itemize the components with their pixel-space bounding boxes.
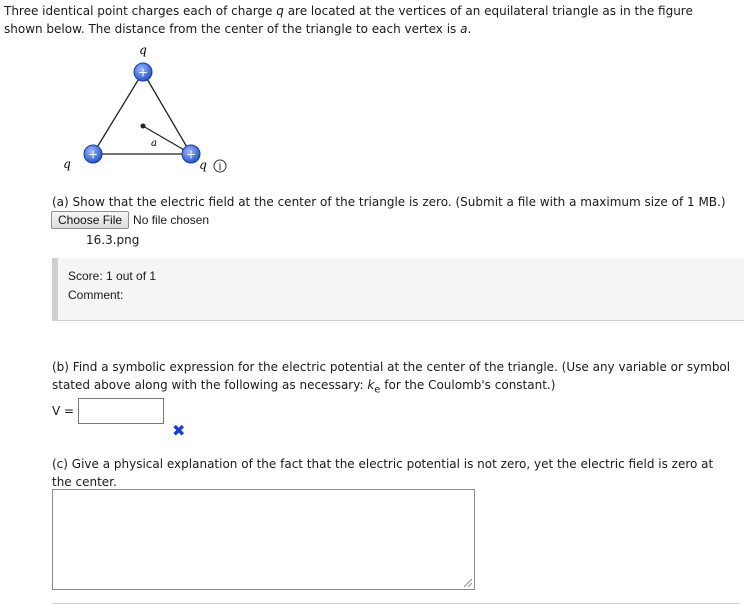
section-divider [52,603,740,604]
ke-subscript: e [374,384,381,396]
intro-var-q: q [276,4,284,18]
label-q-left: q [63,157,71,171]
charge-left [84,145,102,163]
part-a-prompt: (a) Show that the electric field at the center of the triangle is zero. (Submit a file with a maximum size of 1 MB.) [52,195,726,209]
label-q-top: q [139,43,147,57]
answer-row-v [52,398,164,424]
intro-text-2: are located at the vertices of an equilateral triangle as in the figure shown below. The distance from the center of the triangle to each vertex is [4,4,693,36]
part-b-text-1: (b) Find a symbolic expression for the electric potential at the center of the triangle. (Use any variable or symbol stated above along with the following as necessary: [52,360,731,392]
intro-text-3: . [467,21,472,36]
charge-top-sign: + [137,65,149,80]
intro-var-a: a [460,21,468,36]
charge-right-sign: + [185,147,197,162]
info-icon-glyph: i [218,162,222,173]
score-value: 1 out of 1 [106,269,157,283]
comment-label: Comment: [68,288,124,302]
resize-grip-icon[interactable] [464,579,472,587]
charge-top [134,63,152,81]
triangle-diagram [63,40,270,180]
score-line [68,267,156,286]
part-c-prompt: (c) Give a physical explanation of the fact that the electric potential is not zero, yet the electric field is zero at the center. [52,457,714,489]
triangle-figure [63,40,270,180]
uploaded-file-link[interactable]: 16.3.png [86,233,140,247]
v-answer-input[interactable] [78,398,164,424]
part-b-prompt [52,358,732,399]
problem-intro [4,3,734,38]
part-c-answer-textarea[interactable] [52,489,475,590]
intro-text-1: Three identical point charges each of charge [4,4,277,18]
incorrect-mark-icon: ✖ [172,421,186,440]
file-upload-row [51,211,209,229]
no-file-chosen-label: No file chosen [133,213,210,227]
triangle-side-left [93,72,143,154]
charge-right [182,145,200,163]
label-a: a [151,138,157,149]
v-label: V = [52,404,75,418]
label-q-right: q [199,158,207,172]
ke-symbol: k [367,378,375,392]
score-label: Score: [68,269,103,283]
charge-left-sign: + [87,147,99,162]
triangle-center-dot [141,124,146,129]
part-b-text-2: for the Coulomb's constant.) [380,378,556,392]
score-panel [52,258,744,321]
choose-file-button[interactable]: Choose File [51,211,129,229]
info-icon[interactable] [214,160,226,173]
